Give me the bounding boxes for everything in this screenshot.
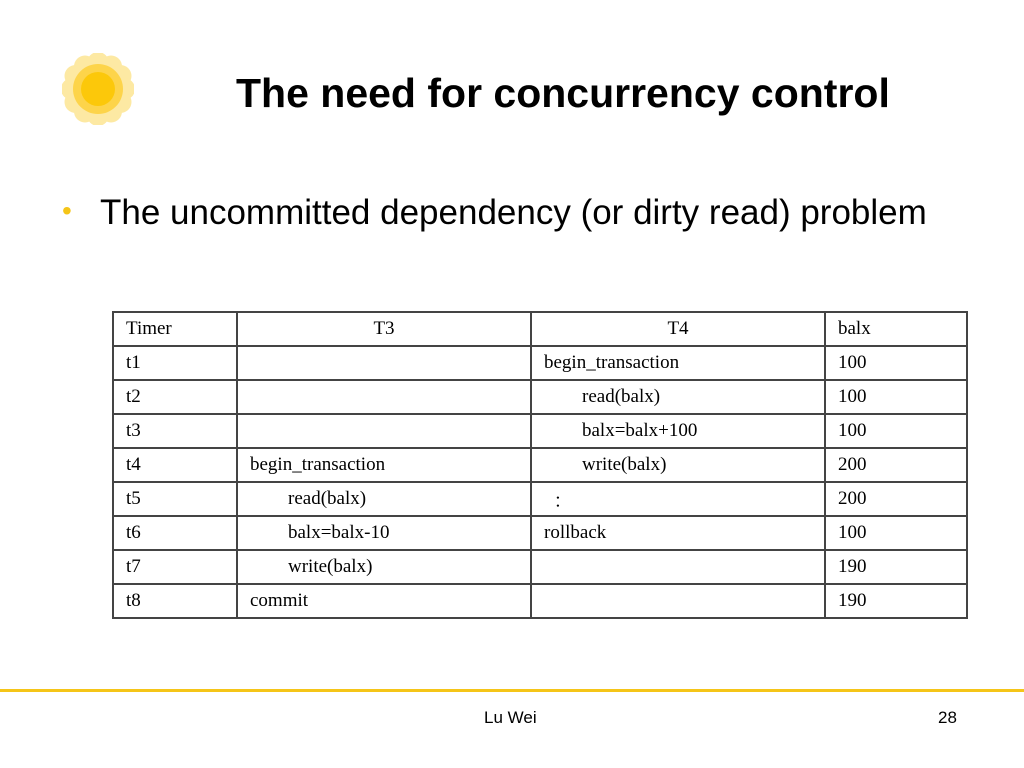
table-cell-balx: 100 xyxy=(825,380,967,414)
table-row xyxy=(113,380,967,414)
table-cell-t4: balx=balx+100 xyxy=(531,414,825,448)
table-cell-timer: t7 xyxy=(113,550,237,584)
schedule-table xyxy=(112,311,968,619)
table-cell-balx: 200 xyxy=(825,448,967,482)
table-row xyxy=(113,550,967,584)
table-cell-balx: 190 xyxy=(825,550,967,584)
table-cell-t4: begin_transaction xyxy=(531,346,825,380)
table-cell-t4 xyxy=(531,550,825,584)
table-cell-t3 xyxy=(237,414,531,448)
table-cell-t3: begin_transaction xyxy=(237,448,531,482)
page-number: 28 xyxy=(938,708,957,727)
table-header-row xyxy=(113,312,967,346)
table-cell-t3 xyxy=(237,380,531,414)
table-cell-t3: read(balx) xyxy=(237,482,531,516)
table-row xyxy=(113,516,967,550)
table-cell-t4: write(balx) xyxy=(531,448,825,482)
table-cell-timer: t1 xyxy=(113,346,237,380)
table-cell-t4: ： xyxy=(531,482,825,516)
table-cell-timer: t4 xyxy=(113,448,237,482)
table-row xyxy=(113,414,967,448)
table-cell-t4: read(balx) xyxy=(531,380,825,414)
table-cell-t3: balx=balx-10 xyxy=(237,516,531,550)
header-cell-balx: balx xyxy=(825,312,967,346)
table-cell-t4 xyxy=(531,584,825,618)
table-cell-timer: t8 xyxy=(113,584,237,618)
table-cell-timer: t3 xyxy=(113,414,237,448)
table-cell-t3 xyxy=(237,346,531,380)
table-cell-balx: 100 xyxy=(825,414,967,448)
footer-divider xyxy=(0,689,1024,692)
table-row xyxy=(113,584,967,618)
header-cell-t4: T4 xyxy=(531,312,825,346)
table-cell-timer: t2 xyxy=(113,380,237,414)
table-cell-balx: 100 xyxy=(825,516,967,550)
table-row xyxy=(113,482,967,516)
table-cell-timer: t6 xyxy=(113,516,237,550)
table-cell-t3: write(balx) xyxy=(237,550,531,584)
header-cell-t3: T3 xyxy=(237,312,531,346)
table-cell-balx: 100 xyxy=(825,346,967,380)
bullet-dot: • xyxy=(62,195,72,226)
footer-author: Lu Wei xyxy=(484,708,537,727)
sun-icon xyxy=(62,53,134,125)
table-row xyxy=(113,448,967,482)
slide-title: The need for concurrency control xyxy=(236,70,890,116)
table-cell-balx: 200 xyxy=(825,482,967,516)
header-cell-timer: Timer xyxy=(113,312,237,346)
table-cell-t4: rollback xyxy=(531,516,825,550)
table-cell-balx: 190 xyxy=(825,584,967,618)
table-cell-t3: commit xyxy=(237,584,531,618)
table-row xyxy=(113,346,967,380)
table-cell-timer: t5 xyxy=(113,482,237,516)
bullet-text: The uncommitted dependency (or dirty read) problem xyxy=(100,193,927,232)
